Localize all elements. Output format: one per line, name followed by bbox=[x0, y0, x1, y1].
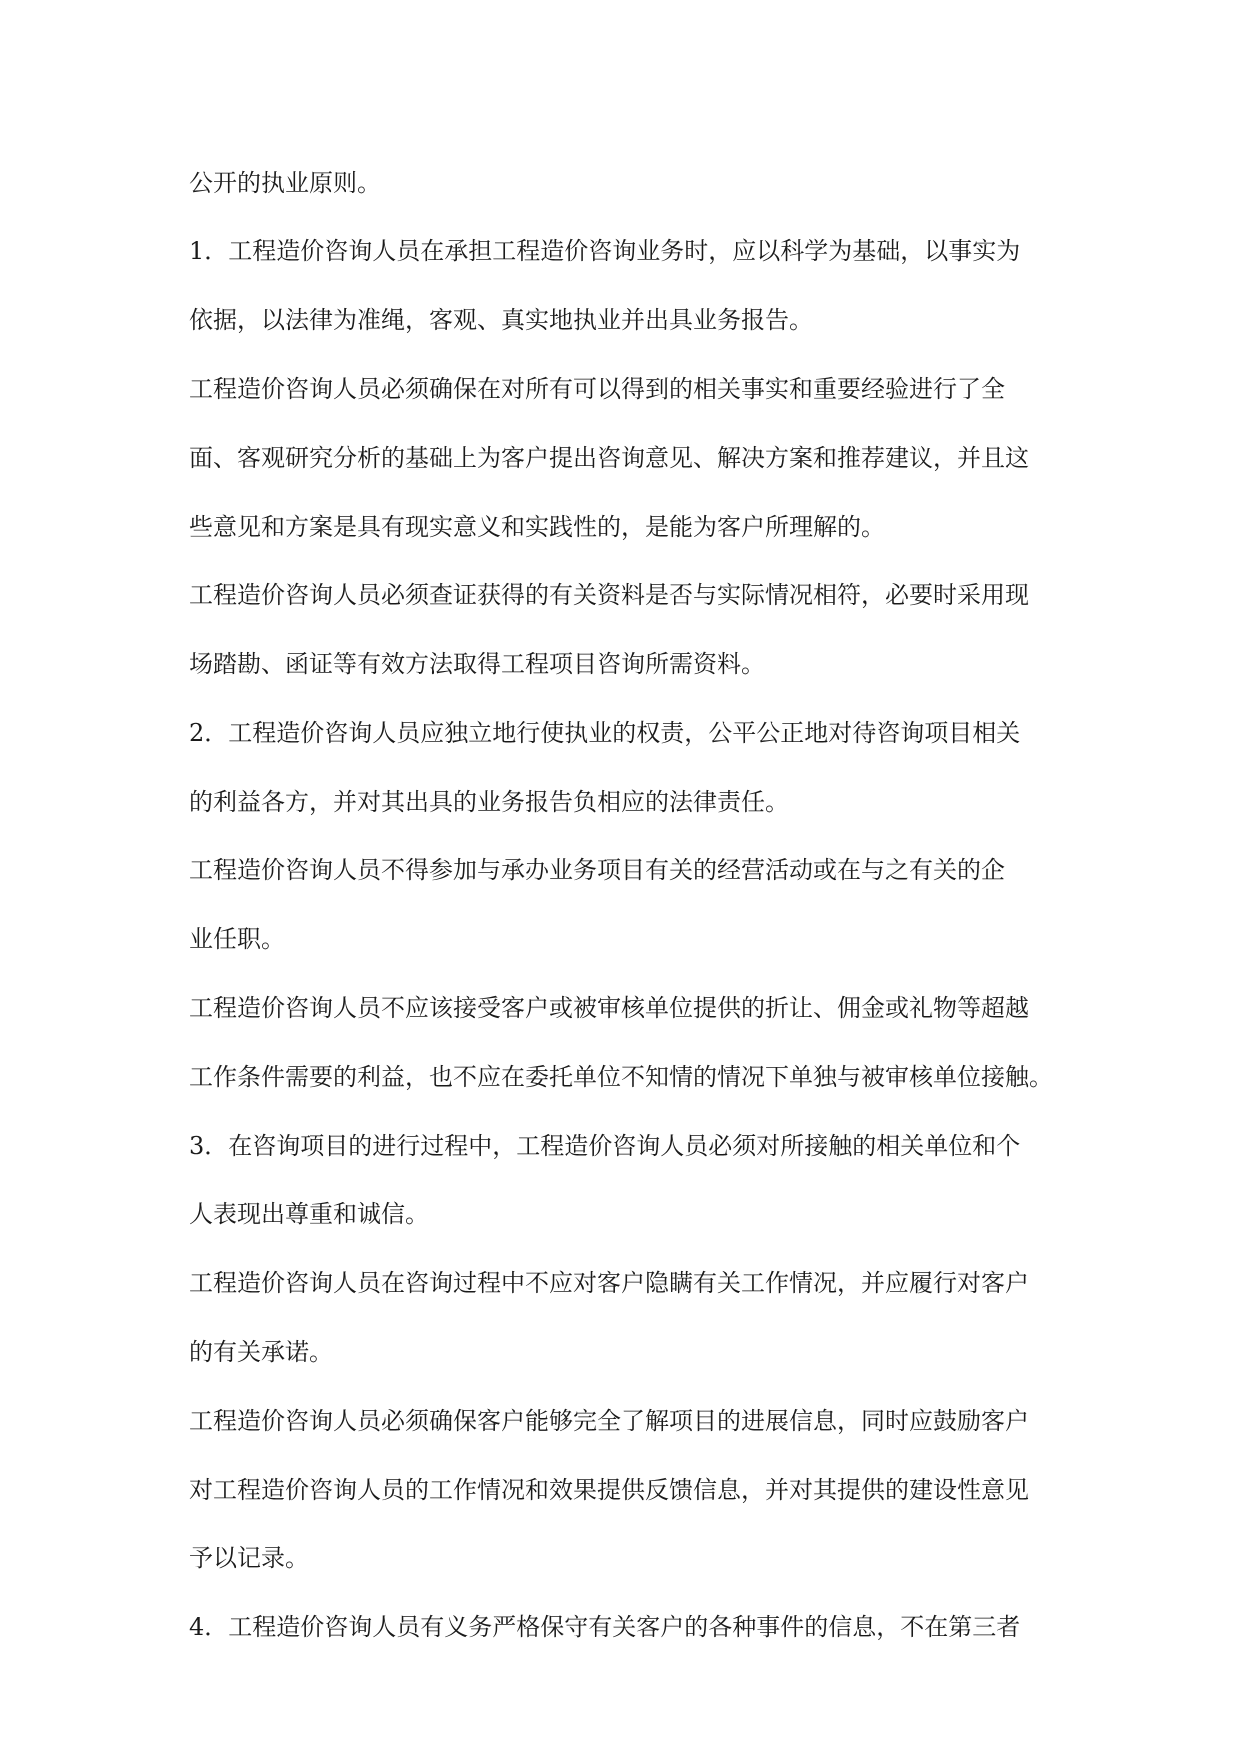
text-line: 工程造价咨询人员必须确保在对所有可以得到的相关事实和重要经验进行了全 bbox=[189, 375, 1005, 403]
text-line: 场踏勘、函证等有效方法取得工程项目咨询所需资料。 bbox=[189, 650, 765, 678]
text-line: 工作条件需要的利益，也不应在委托单位不知情的情况下单独与被审核单位接触。 bbox=[189, 1063, 1053, 1091]
text-line: 2．工程造价咨询人员应独立地行使执业的权责，公平公正地对待咨询项目相关 bbox=[189, 719, 1021, 747]
text-line: 公开的执业原则。 bbox=[189, 169, 381, 197]
text-line: 面、客观研究分析的基础上为客户提出咨询意见、解决方案和推荐建议，并且这 bbox=[189, 444, 1029, 472]
text-line: 的有关承诺。 bbox=[189, 1338, 333, 1366]
text-line: 4．工程造价咨询人员有义务严格保守有关客户的各种事件的信息，不在第三者 bbox=[189, 1613, 1021, 1641]
text-line: 工程造价咨询人员不应该接受客户或被审核单位提供的折让、佣金或礼物等超越 bbox=[189, 994, 1029, 1022]
text-line: 工程造价咨询人员必须确保客户能够完全了解项目的进展信息，同时应鼓励客户 bbox=[189, 1407, 1029, 1435]
text-line: 工程造价咨询人员在咨询过程中不应对客户隐瞒有关工作情况，并应履行对客户 bbox=[189, 1269, 1029, 1297]
text-line: 业任职。 bbox=[189, 925, 285, 953]
text-line: 的利益各方，并对其出具的业务报告负相应的法律责任。 bbox=[189, 788, 789, 816]
text-line: 人表现出尊重和诚信。 bbox=[189, 1200, 429, 1228]
text-line: 依据，以法律为准绳，客观、真实地执业并出具业务报告。 bbox=[189, 306, 813, 334]
text-line: 工程造价咨询人员不得参加与承办业务项目有关的经营活动或在与之有关的企 bbox=[189, 856, 1005, 884]
text-line: 对工程造价咨询人员的工作情况和效果提供反馈信息，并对其提供的建设性意见 bbox=[189, 1476, 1029, 1504]
text-line: 3．在咨询项目的进行过程中，工程造价咨询人员必须对所接触的相关单位和个 bbox=[189, 1132, 1021, 1160]
text-line: 工程造价咨询人员必须查证获得的有关资料是否与实际情况相符，必要时采用现 bbox=[189, 581, 1029, 609]
text-line: 些意见和方案是具有现实意义和实践性的，是能为客户所理解的。 bbox=[189, 513, 885, 541]
text-line: 予以记录。 bbox=[189, 1544, 309, 1572]
text-line: 1．工程造价咨询人员在承担工程造价咨询业务时，应以科学为基础，以事实为 bbox=[189, 237, 1021, 265]
